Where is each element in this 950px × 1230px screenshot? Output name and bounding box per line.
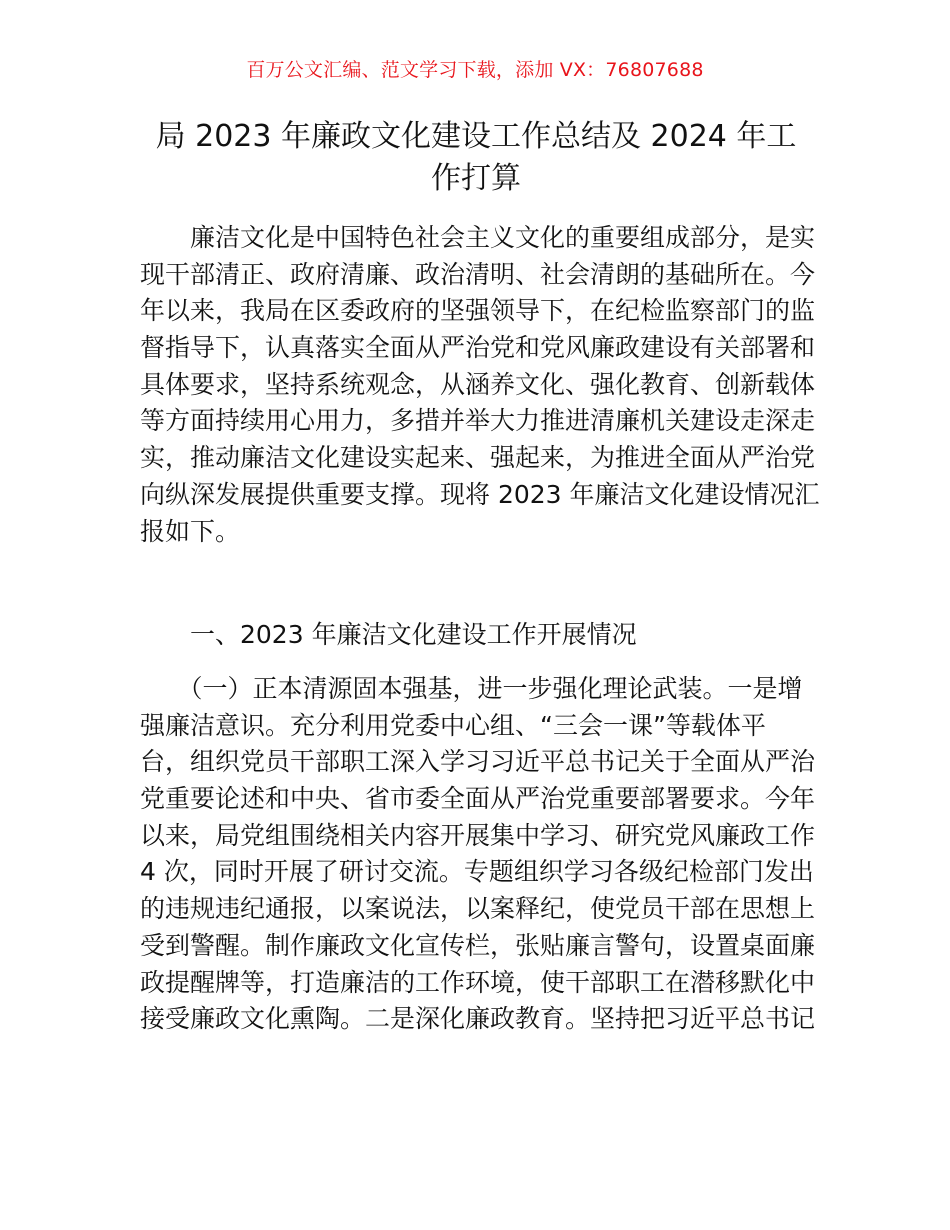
text-line: 现干部清正、政府清廉、政治清明、社会清朗的基础所在。今 [140,259,816,289]
text-line: 台，组织党员干部职工深入学习习近平总书记关于全面从严治 [140,747,816,777]
text-line: 实，推动廉洁文化建设实起来、强起来，为推进全面从严治党 [140,443,816,473]
text-line: 年以来，我局在区委政府的坚强领导下，在纪检监察部门的监 [140,296,816,326]
text-line: 强廉洁意识。充分利用党委中心组、“三会一课”等载体平 [140,710,766,740]
text-line: 4 次，同时开展了研讨交流。专题组织学习各级纪检部门发出 [140,857,814,887]
text-line: 的违规违纪通报，以案说法，以案释纪，使党员干部在思想上 [140,894,816,924]
text-line: 受到警醒。制作廉政文化宣传栏，张贴廉言警句，设置桌面廉 [140,930,816,960]
text-line: 向纵深发展提供重要支撑。现将 2023 年廉洁文化建设情况汇 [140,479,820,509]
document-title [140,116,812,200]
text-line: 具体要求，坚持系统观念，从涵养文化、强化教育、创新载体 [140,369,816,399]
text-line: 接受廉政文化熏陶。二是深化廉政教育。坚持把习近平总书记 [140,1004,816,1034]
section-heading [140,617,812,654]
section-paragraph [140,671,816,1038]
text-line: 以来，局党组围绕相关内容开展集中学习、研究党风廉政工作 [140,820,816,850]
watermark-banner: 百万公文汇编、范文学习下载，添加 VX：76807688 [246,59,704,81]
text-line: 等方面持续用心用力，多措并举大力推进清廉机关建设走深走 [140,406,816,436]
text-line: 报如下。 [140,516,241,546]
section-heading-text: 一、2023 年廉洁文化建设工作开展情况 [140,620,637,649]
title-line-1: 局 2023 年廉政文化建设工作总结及 2024 年工 [155,119,797,154]
text-line: 督指导下，认真落实全面从严治党和党风廉政建设有关部署和 [140,333,816,363]
text-line: 党重要论述和中央、省市委全面从严治党重要部署要求。今年 [140,784,816,814]
text-line: 廉洁文化是中国特色社会主义文化的重要组成部分，是实 [140,223,816,252]
title-line-2: 作打算 [431,161,521,196]
text-line: （一）正本清源固本强基，进一步强化理论武装。一是增 [140,674,803,703]
text-line: 政提醒牌等，打造廉洁的工作环境，使干部职工在潜移默化中 [140,967,816,997]
intro-paragraph [140,220,820,550]
